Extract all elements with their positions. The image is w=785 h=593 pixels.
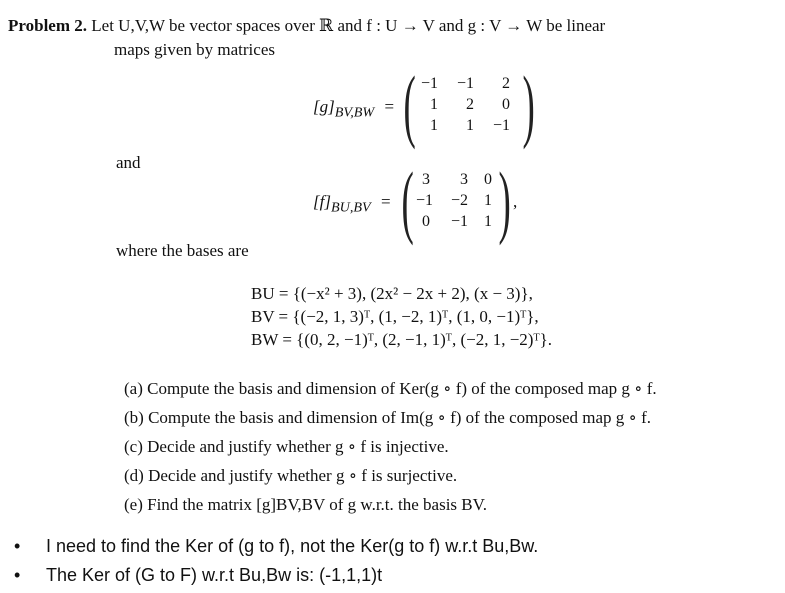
matrix-f-equals: = [380, 192, 391, 211]
matrix-g-symbol: [g] [313, 97, 335, 116]
matrix-f-symbol: [f] [313, 192, 331, 211]
matrix-g-cell: 2 [502, 75, 510, 92]
notes [8, 532, 538, 590]
matrix-g-cell: −1 [456, 75, 474, 92]
matrix-f-label [313, 192, 391, 216]
matrix-g-left-paren: ( [403, 59, 416, 150]
matrix-f-right-paren: ) [498, 155, 511, 246]
matrix-f-cell: 3 [422, 171, 430, 188]
matrix-g [414, 75, 516, 135]
bases-block [251, 282, 552, 351]
problem-line2: maps given by matrices [114, 40, 275, 59]
parts-list [124, 374, 657, 519]
part-e: (e) Find the matrix [g]BV,BV of g w.r.t. the basis BV. [124, 495, 487, 514]
matrix-f-cell: −1 [416, 192, 434, 209]
note-item: • I need to find the Ker of (g to f), not the Ker(g to f) w.r.t Bu,Bw. [8, 532, 538, 561]
matrix-f-left-paren: ( [401, 155, 414, 246]
matrix-f-subscript: BU,BV [330, 199, 371, 216]
basis-bu: BU = {(−x² + 3), (2x² − 2x + 2), (x − 3)}, [251, 284, 533, 303]
matrix-f-cell: 1 [484, 192, 492, 209]
matrix-g-right-paren: ) [522, 59, 535, 150]
matrix-g-cell: 1 [430, 117, 438, 134]
part-b: (b) Compute the basis and dimension of Im(g ∘ f) of the composed map g ∘ f. [124, 408, 652, 427]
matrix-g-cell: −1 [420, 75, 438, 92]
matrix-g-equals: = [384, 97, 395, 116]
basis-bv: BV = {(−2, 1, 3)ᵀ, (1, −2, 1)ᵀ, (1, 0, −1)ᵀ}, [251, 307, 539, 326]
matrix-f-cell: 0 [484, 171, 492, 188]
problem-statement [8, 14, 606, 59]
problem-label: Problem 2. [8, 16, 88, 35]
matrix-g-subscript: BV,BW [334, 104, 375, 121]
problem-line1: Let U,V,W be vector spaces over ℝ and f : U → V and g : V → W be linear [91, 16, 606, 35]
matrix-g-cell: 2 [466, 96, 474, 113]
part-c: (c) Decide and justify whether g ∘ f is injective. [124, 437, 449, 456]
matrix-f [410, 171, 498, 231]
part-a: (a) Compute the basis and dimension of Ker(g ∘ f) of the composed map g ∘ f. [124, 379, 657, 398]
matrix-g-label [313, 97, 394, 121]
matrix-f-cell: 1 [484, 213, 492, 230]
where-text: where the bases are [116, 241, 249, 260]
matrix-f-cell: −1 [450, 213, 468, 230]
matrix-f-trailing-comma: , [513, 192, 518, 211]
note-item: • The Ker of (G to F) w.r.t Bu,Bw is: (-1,1,1)t [8, 561, 538, 590]
matrix-g-cell: 0 [502, 96, 510, 113]
part-d: (d) Decide and justify whether g ∘ f is surjective. [124, 466, 458, 485]
basis-bw: BW = {(0, 2, −1)ᵀ, (2, −1, 1)ᵀ, (−2, 1, −2)ᵀ}. [251, 330, 553, 349]
and-text: and [116, 153, 141, 172]
matrix-f-cell: 3 [460, 171, 468, 188]
matrix-g-cell: 1 [466, 117, 474, 134]
matrix-g-cell: −1 [492, 117, 510, 134]
matrix-f-cell: 0 [422, 213, 430, 230]
matrix-g-cell: 1 [430, 96, 438, 113]
matrix-f-cell: −2 [450, 192, 468, 209]
